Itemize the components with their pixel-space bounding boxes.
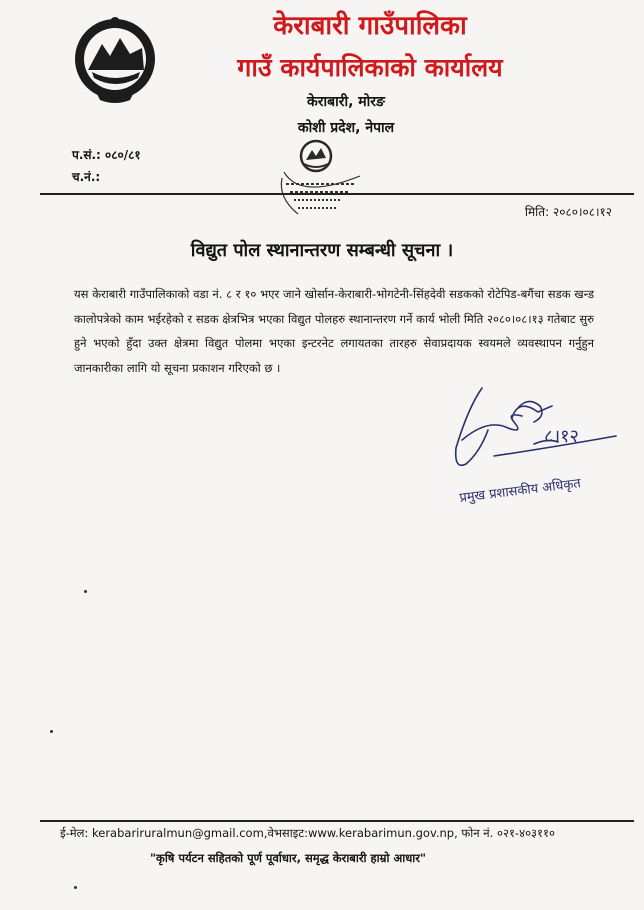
- handwritten-signature: [448, 378, 624, 518]
- notice-body: यस केराबारी गाउँपालिकाको वडा नं. ८ र १० भएर जाने खोर्सान-केराबारी-भोगटेनी-सिंहदेवी सडकको रोटेपिड-बगैंचा सडक खन्ड कालोपत्रेको काम भईरहेको र सडक क्षेत्रभित्र भएका विद्युत पोलहरु स्थानान्तरण गर्ने कार्य भोली मिति २०८०।०८।१३ गतेबाट सुरु हुने भएको हुँदा उक्त क्षेत्रमा विद्युत पोलमा भएका इन्टरनेट लगायतका तारहरु सेवाप्रदायक स्वयमले व्यवस्थापन गर्नुहुन जानकारीका लागि यो सूचना प्रकाशन गरिएको छ ।: [74, 287, 594, 375]
- slogan: "कृषि पर्यटन सहितको पूर्ण पूर्वाधार, समृद्ध केराबारी हाम्रो आधार": [150, 851, 426, 865]
- notice-date: मिति: २०८०।०८।१२: [524, 205, 612, 219]
- footer-divider: [40, 820, 634, 822]
- notice-heading: विद्युत पोल स्थानान्तरण सम्बन्धी सूचना ।: [190, 240, 454, 261]
- paper-speck: [74, 886, 77, 889]
- reference-number: प.सं.: ०८०/८१: [72, 148, 141, 162]
- dispatch-number: च.नं.:: [72, 170, 101, 184]
- nepal-emblem-logo: [72, 14, 158, 104]
- contact-info: ई-मेल: kerabariruralmun@gmail.com,वेभसाइट:www.kerabarimun.gov.np, फोन नं. ०२१-४०३११०: [60, 826, 555, 840]
- office-name: गाउँ कार्यपालिकाको कार्यालय: [237, 53, 503, 82]
- paper-speck: [84, 590, 87, 593]
- office-stamp: [276, 138, 372, 216]
- signatory-title: प्रमुख प्रशासकीय अधिकृत: [458, 476, 582, 506]
- address-line-1: केराबारी, मोरङ: [307, 94, 385, 110]
- header-divider: [40, 193, 634, 195]
- paper-speck: [50, 730, 53, 733]
- signature-date: ८।१२: [544, 426, 579, 447]
- municipality-name: केराबारी गाउँपालिका: [273, 11, 467, 41]
- address-line-2: कोशी प्रदेश, नेपाल: [297, 120, 395, 136]
